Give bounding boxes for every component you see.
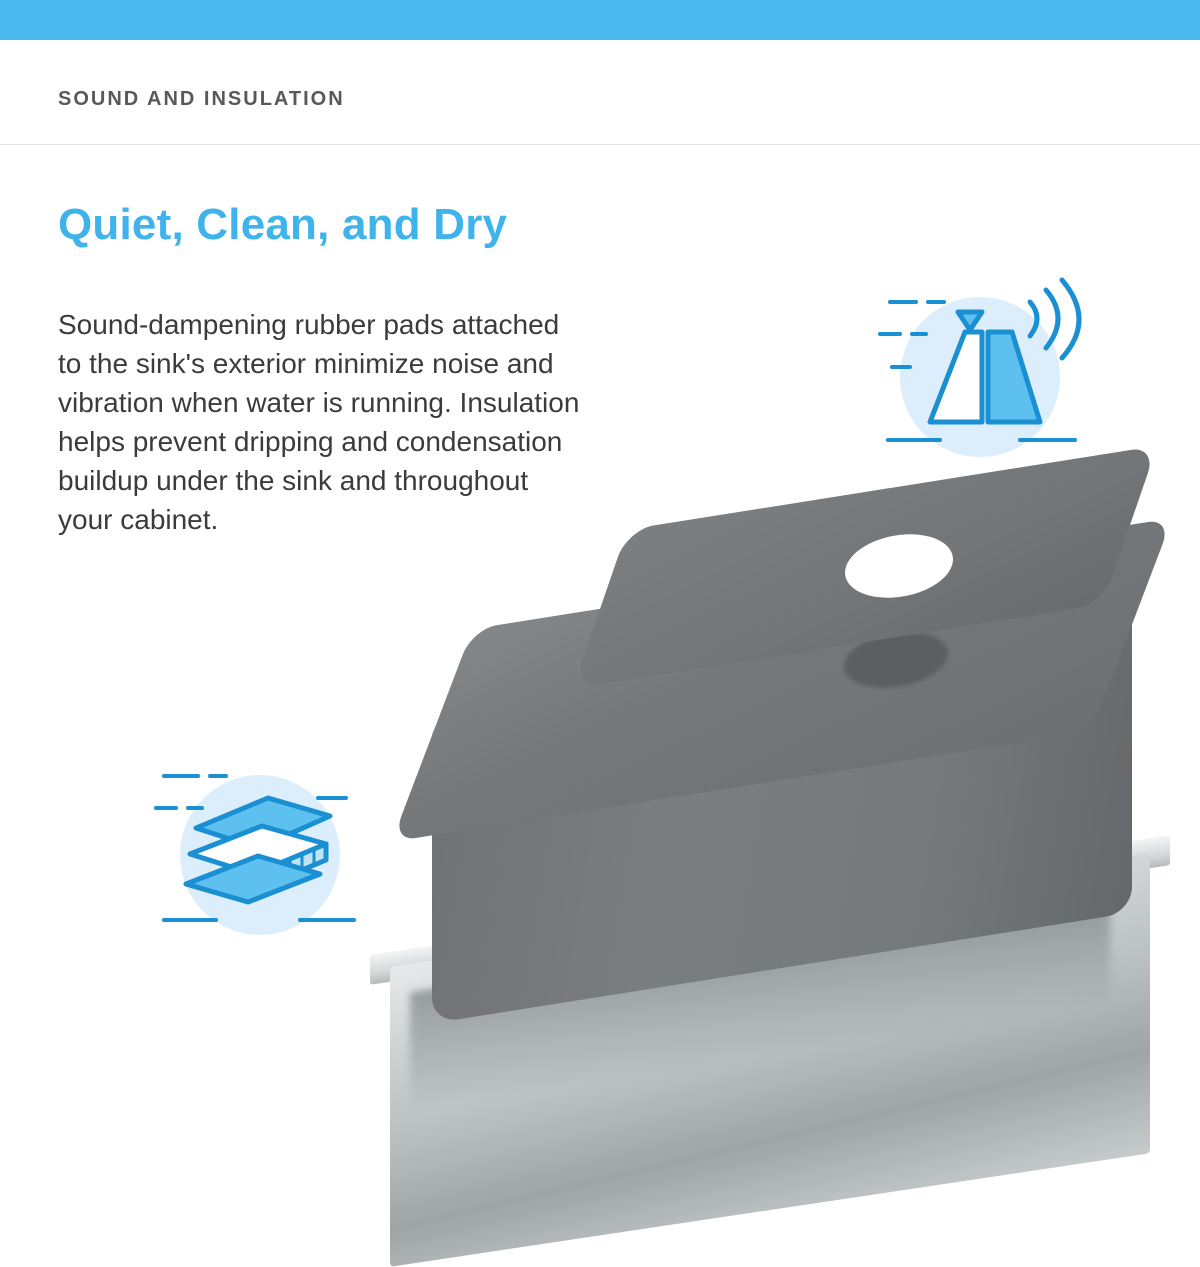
sound-waves-icon xyxy=(870,272,1090,472)
top-accent-bar xyxy=(0,0,1200,40)
layered-insulation-icon xyxy=(150,750,370,950)
page-header xyxy=(0,40,1200,145)
insulation-layers-badge xyxy=(150,750,370,950)
page-title: SOUND AND INSULATION xyxy=(58,88,345,110)
section-headline: Quiet, Clean, and Dry xyxy=(58,200,508,249)
product-photo xyxy=(350,440,1200,1210)
section-body-text: Sound-dampening rubber pads attached to the sink's exterior minimize noise and vibration when water is running. Insulation helps prevent dripping and condensation buildup under the sink and throughout your cabinet. xyxy=(58,309,580,535)
sound-dampening-badge xyxy=(870,272,1090,472)
